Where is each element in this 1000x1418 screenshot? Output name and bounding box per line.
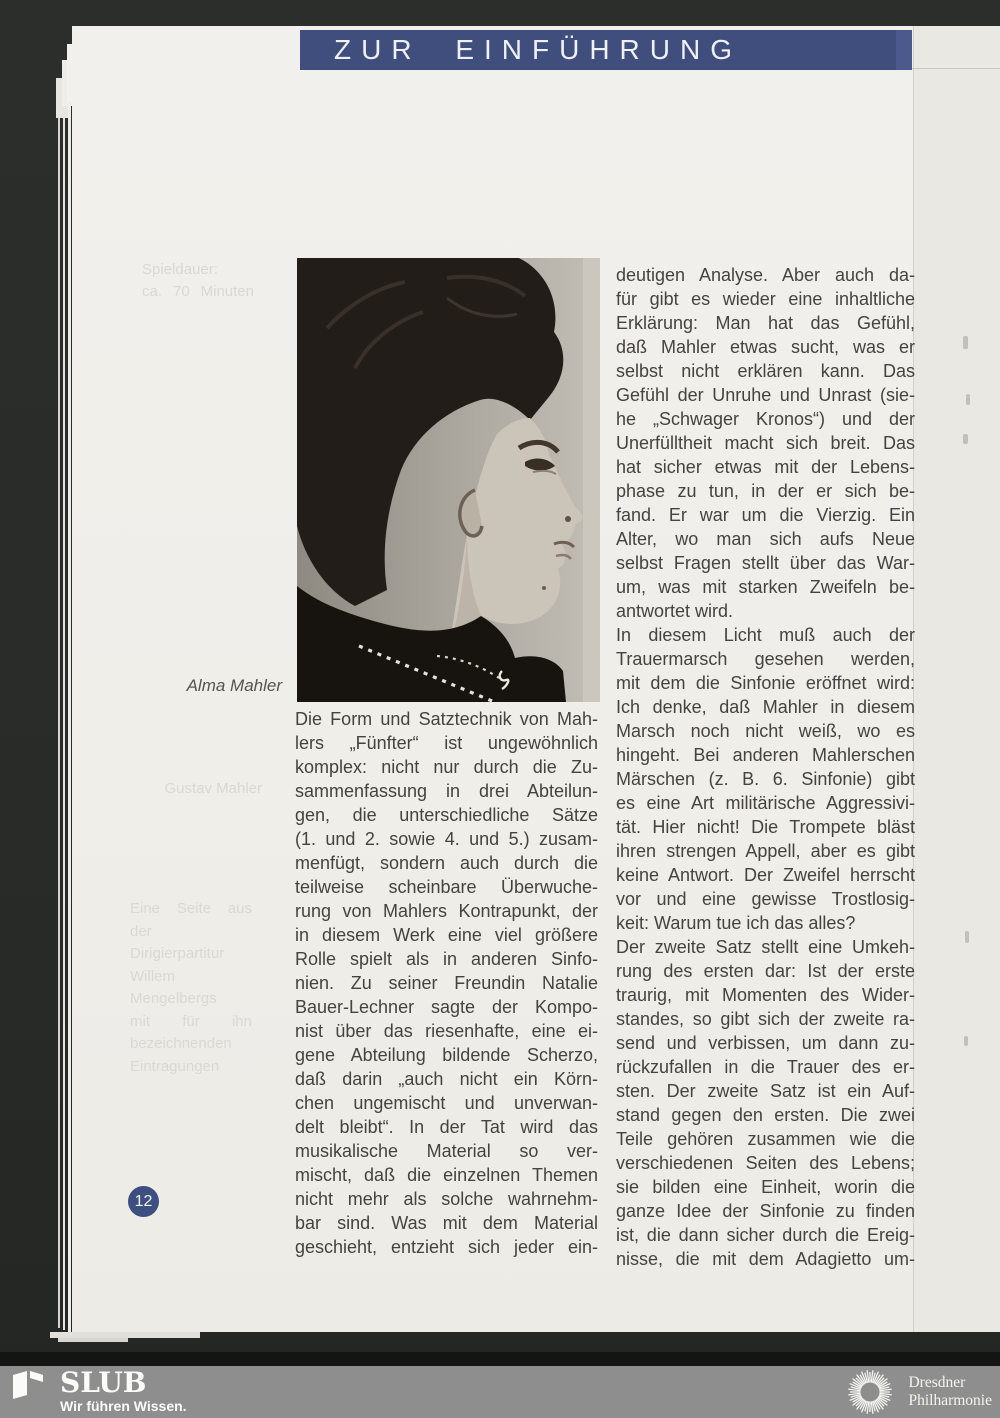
starburst-icon <box>844 1366 896 1418</box>
text-line: es eine Art militärische Aggressivi- <box>616 793 915 813</box>
text-line: selbst Fragen stellt über das War- <box>616 553 915 573</box>
text-line: Unerfülltheit macht sich breit. Das <box>616 433 915 453</box>
text-line: ihren strengen Appell, aber es gibt <box>616 841 915 861</box>
scan-artifact <box>966 394 970 405</box>
text-line: ca. 70 Minuten <box>142 283 254 300</box>
text-line: deutigen Analyse. Aber auch da- <box>616 265 915 285</box>
text-line: (1. und 2. sowie 4. und 5.) zusam- <box>295 829 598 849</box>
text-line: Dirigierpartitur <box>130 945 225 962</box>
text-line: Erklärung: Man hat das Gefühl, <box>616 313 915 333</box>
text-line: sie bilden eine Einheit, worin die <box>616 1177 915 1197</box>
text-line: für gibt es wieder eine inhaltliche <box>616 289 915 309</box>
slub-wordmark: SLUB <box>60 1366 147 1399</box>
text-line: ganze Idee der Sinfonie zu finden <box>616 1201 915 1221</box>
slub-logo <box>10 1368 187 1414</box>
text-line: sten. Der zweite Satz ist ein Auf- <box>616 1081 915 1101</box>
underlying-page-edge <box>914 26 1000 1332</box>
text-line: Märschen (z. B. 6. Sinfonie) gibt <box>616 769 915 789</box>
portrait-illustration <box>297 258 600 702</box>
text-line: geschieht, entzieht sich jeder ein- <box>295 1237 598 1257</box>
text-line: hingeht. Bei anderen Mahlerschen <box>616 745 915 765</box>
text-line: musikalische Material so ver- <box>295 1141 598 1161</box>
photo-caption: Alma Mahler <box>186 676 282 695</box>
text-line: Trauermarsch gesehen werden, <box>616 649 915 669</box>
text-line: nisse, die mit dem Adagietto um- <box>616 1249 915 1269</box>
philharmonie-name-line1: Dresdner <box>908 1374 966 1391</box>
text-line: verschiedenen Seiten des Lebens; <box>616 1153 915 1173</box>
open-book-icon <box>10 1368 46 1404</box>
scan-artifact <box>963 434 968 444</box>
text-line: menfügt, sondern auch durch die <box>295 853 598 873</box>
text-line: delt bleibt“. In der Tat wird das <box>295 1117 598 1137</box>
text-line: Rolle spielt als in anderen Sinfo- <box>295 949 598 969</box>
text-line: nist über das riesenhafte, eine ei- <box>295 1021 598 1041</box>
text-line: standes, so gibt sich der zweite ra- <box>616 1009 915 1029</box>
philharmonie-logo <box>844 1366 992 1418</box>
page-stack-edge <box>68 102 71 1332</box>
text-line: tät. Hier nicht! Die Trompete bläst <box>616 817 915 837</box>
text-line: bezeichnenden <box>130 1035 232 1052</box>
text-line: keit: Warum tue ich das alles? <box>616 913 856 933</box>
scan-artifact <box>963 336 968 349</box>
text-line: phase zu tun, in der er sich be- <box>616 481 915 501</box>
booklet-page <box>72 26 1000 1332</box>
text-line: Ich denke, daß Mahler in diesem <box>616 697 915 717</box>
text-line: lers „Fünfter“ ist ungewöhnlich <box>295 733 598 753</box>
text-line: Eintragungen <box>130 1057 220 1075</box>
text-line: sammenfassung in drei Abteilun- <box>295 781 598 801</box>
text-line: rung von Mahlers Kontrapunkt, der <box>295 901 598 921</box>
text-line: um, was mit starken Zweifeln be- <box>616 577 915 597</box>
text-line: bar sind. Was mit dem Material <box>295 1213 598 1233</box>
text-line: Willem <box>130 967 175 985</box>
text-line: In diesem Licht muß auch der <box>616 625 915 645</box>
text-line: hat sicher etwas mit der Lebens- <box>616 457 915 477</box>
text-line: Die Form und Satztechnik von Mah- <box>295 709 598 729</box>
text-line: teilweise scheinbare Überwuche- <box>295 877 598 897</box>
text-line: Spieldauer: <box>142 261 218 278</box>
page-stack-edge <box>63 108 65 1330</box>
header-rule <box>910 68 1000 69</box>
text-line: send und verbissen, um dann zu- <box>616 1033 915 1053</box>
text-line: keine Antwort. Der Zweifel herrscht <box>616 865 915 885</box>
slub-tagline: Wir führen Wissen. <box>60 1398 187 1414</box>
text-line: vor und eine gewisse Trostlosig- <box>616 889 915 909</box>
section-header-edge <box>896 30 912 70</box>
footer-divider <box>0 1352 1000 1366</box>
text-line: daß Mahler etwas sucht, was er <box>616 337 915 357</box>
text-line: nicht mehr als solche wahrnehm- <box>295 1189 598 1209</box>
ghost-name-note: Gustav Mahler <box>164 780 262 797</box>
text-line: Marsch noch nicht weiß, wo es <box>616 721 915 741</box>
text-line: komplex: nicht nur durch die Zu- <box>295 757 598 777</box>
ghost-duration-note <box>142 259 254 303</box>
text-line: in diesem Werk eine viel größere <box>295 925 598 945</box>
text-line: rung des ersten dar: Ist der erste <box>616 961 915 981</box>
text-line: gene Abteilung bildende Scherzo, <box>295 1045 598 1065</box>
page-stack-edge <box>58 118 60 1328</box>
text-line: stand gegen den ersten. Die zwei <box>616 1105 915 1125</box>
text-line: Eine Seite aus der <box>130 900 252 940</box>
text-line: Teile gehören zusammen wie die <box>616 1129 915 1149</box>
text-column-left <box>295 707 598 1259</box>
text-line: Mengelbergs <box>130 990 217 1007</box>
text-line: daß darin „auch nicht ein Körn- <box>295 1069 598 1089</box>
text-line: selbst nicht erklären kann. Das <box>616 361 915 381</box>
text-line: ist, die dann sicher durch die Ereig- <box>616 1225 915 1245</box>
text-line: traurig, mit Momenten des Wider- <box>616 985 915 1005</box>
page-stack-bottom-edge <box>58 1338 128 1342</box>
section-header: ZUR EINFÜHRUNG <box>300 30 912 70</box>
ghost-caption-note <box>130 898 252 1078</box>
text-line: Alter, wo man sich aufs Neue <box>616 529 915 549</box>
viewer-footer <box>0 1366 1000 1418</box>
text-line: rückzufallen in die Trauer des er- <box>616 1057 915 1077</box>
page-number-badge: 12 <box>128 1186 159 1217</box>
text-line: fand. Er war um die Vierzig. Ein <box>616 505 915 525</box>
text-line: Gefühl der Unruhe und Unrast (sie- <box>616 385 915 405</box>
text-column-right <box>616 263 915 1271</box>
text-line: antwortet wird. <box>616 601 734 621</box>
portrait-photo-alma-mahler <box>297 258 600 702</box>
text-line: mit für ihn <box>130 1012 252 1030</box>
scan-artifact <box>965 931 969 943</box>
text-line: he „Schwager Kronos“) und der <box>616 409 915 429</box>
philharmonie-name-line2: Philharmonie <box>908 1392 992 1409</box>
text-line: Bauer-Lechner sagte der Kompo- <box>295 997 598 1017</box>
text-line: mischt, daß die einzelnen Themen <box>295 1165 598 1185</box>
text-line: gen, die unterschiedliche Sätze <box>295 805 598 825</box>
text-line: mit dem die Sinfonie eröffnet wird: <box>616 673 915 693</box>
scan-artifact <box>964 1036 968 1046</box>
text-line: chen ungemischt und unverwan- <box>295 1093 598 1113</box>
text-line: nien. Zu seiner Freundin Natalie <box>295 973 598 993</box>
text-line: Der zweite Satz stellt eine Umkeh- <box>616 937 915 957</box>
